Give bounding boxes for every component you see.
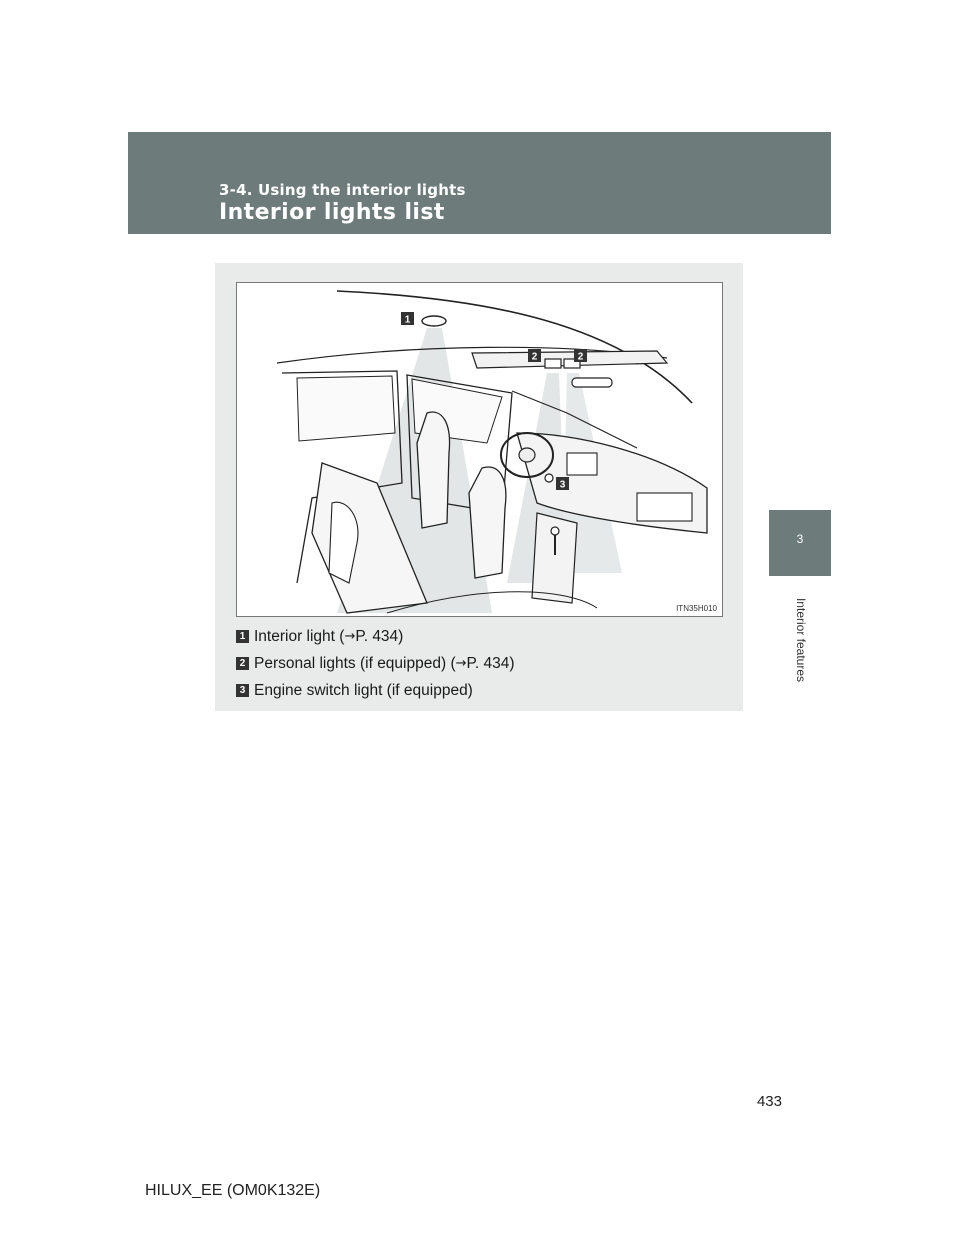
figure-panel	[215, 263, 743, 711]
personal-light-lamp-a	[545, 359, 561, 368]
callout-2b-label: 2	[577, 351, 584, 363]
callout-3-label: 3	[559, 479, 566, 491]
front-seat-back	[417, 412, 450, 528]
legend-text: Interior light (	[254, 627, 345, 645]
illustration-code: ITN35H010	[676, 604, 717, 613]
steering-hub	[519, 448, 535, 462]
arrow-icon: →	[455, 656, 467, 671]
callout-1	[401, 312, 414, 326]
legend-item	[236, 623, 726, 650]
chapter-label	[791, 585, 811, 695]
legend-item	[236, 650, 726, 677]
chapter-tab	[769, 510, 831, 576]
legend-item	[236, 677, 726, 704]
legend-text: Engine switch light (if equipped)	[254, 681, 473, 699]
engine-switch	[545, 474, 553, 482]
footer-model-code: HILUX_EE (OM0K132E)	[145, 1182, 321, 1199]
page-number: 433	[756, 1093, 782, 1110]
interior-illustration	[236, 282, 723, 617]
callout-3	[556, 477, 569, 491]
center-display	[567, 453, 597, 475]
window-rear	[297, 376, 395, 441]
shift-knob	[551, 527, 559, 535]
driver-seat-back	[469, 467, 506, 578]
callout-1-label: 1	[404, 314, 411, 326]
legend-marker: 3	[236, 684, 249, 697]
callout-2a-label: 2	[531, 351, 538, 363]
legend-list	[236, 623, 726, 704]
glove-box	[637, 493, 692, 521]
interior-light-lamp	[422, 316, 446, 326]
section-label: 3-4. Using the interior lights	[219, 181, 466, 199]
chapter-number: 3	[796, 532, 804, 546]
callout-2b	[574, 349, 587, 363]
header-band	[128, 132, 831, 234]
legend-text: Personal lights (if equipped) (	[254, 654, 456, 672]
legend-marker: 2	[236, 657, 249, 670]
arrow-icon: →	[344, 629, 356, 644]
chapter-label-text: Interior features	[794, 597, 808, 683]
page-title: Interior lights list	[219, 200, 445, 225]
rear-view-mirror	[572, 378, 612, 387]
legend-marker: 1	[236, 630, 249, 643]
legend-ref: P. 434)	[466, 654, 515, 672]
cabin-drawing	[237, 283, 722, 616]
callout-2a	[528, 349, 541, 363]
legend-ref: P. 434)	[355, 627, 404, 645]
